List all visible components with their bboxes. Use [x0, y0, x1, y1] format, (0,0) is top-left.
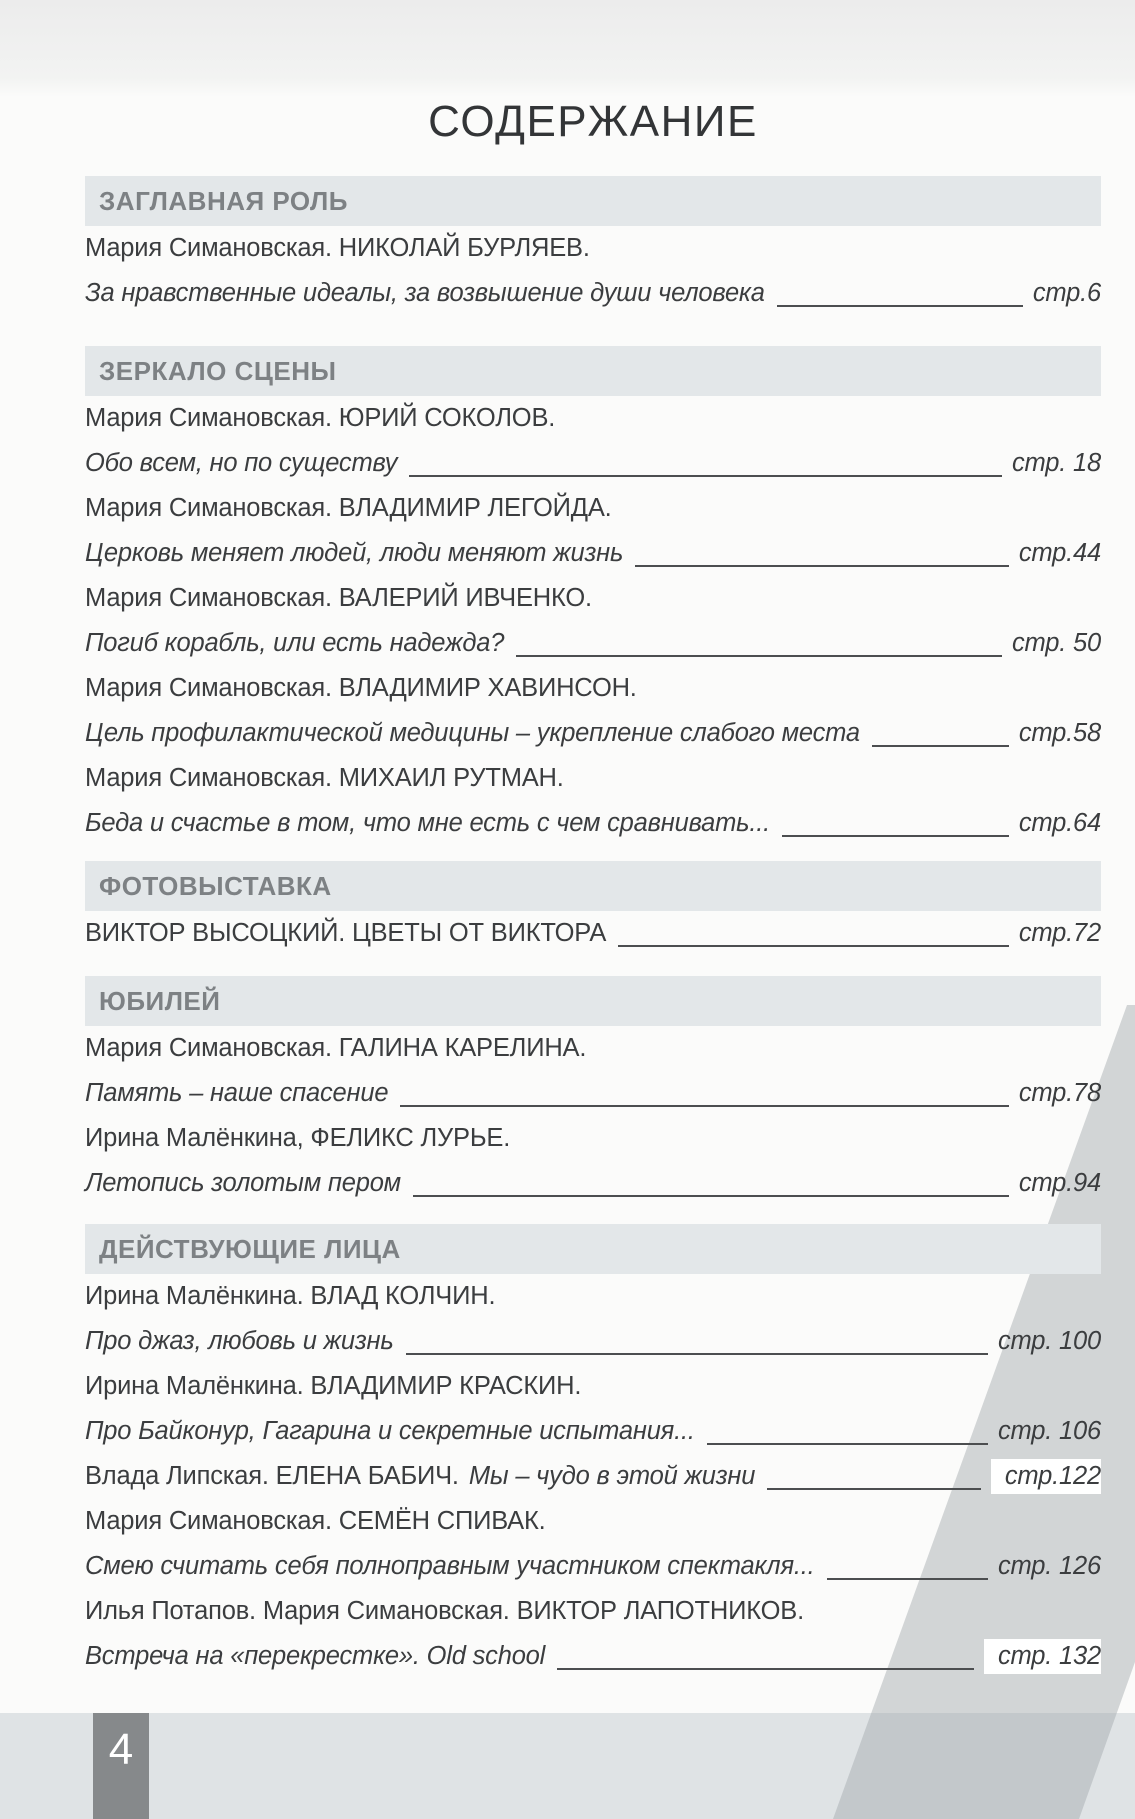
leader-line	[707, 1443, 988, 1445]
page-ref: стр.44	[1018, 539, 1101, 567]
page-ref: стр. 100	[997, 1327, 1101, 1355]
toc-entry-inline	[85, 911, 1101, 956]
toc-entry-title	[85, 1071, 1101, 1116]
page-ref: стр.72	[1018, 919, 1101, 947]
entry-title-text: Погиб корабль, или есть надежда?	[85, 629, 505, 657]
leader-line	[618, 945, 1009, 947]
section-header	[85, 176, 1101, 226]
leader-line	[413, 1195, 1009, 1197]
entry-title-text: Про Байконур, Гагарина и секретные испытания...	[85, 1417, 695, 1445]
page-ref: стр.122	[991, 1459, 1101, 1494]
toc-entry-title	[85, 621, 1101, 666]
entry-author-text: Мария Симановская. ВАЛЕРИЙ ИВЧЕНКО.	[85, 584, 592, 612]
page-ref: стр.78	[1018, 1079, 1101, 1107]
entry-author-text: Мария Симановская. НИКОЛАЙ БУРЛЯЕВ.	[85, 234, 590, 262]
entry-title-text: Беда и счастье в том, что мне есть с чем сравнивать...	[85, 809, 771, 837]
entry-inline-text: ВИКТОР ВЫСОЦКИЙ. ЦВЕТЫ ОТ ВИКТОРА	[85, 919, 607, 947]
toc-entry-author	[85, 396, 1101, 441]
leader-line	[400, 1105, 1009, 1107]
entry-title-text: Цель профилактической медицины – укрепление слабого места	[85, 719, 860, 747]
toc-entry-title	[85, 1319, 1101, 1364]
toc-entry-title	[85, 271, 1101, 316]
footer-band	[0, 1713, 1135, 1819]
page-ref: стр. 126	[997, 1552, 1101, 1580]
page-ref: стр.58	[1018, 719, 1101, 747]
leader-line	[557, 1668, 974, 1670]
leader-line	[635, 565, 1009, 567]
table-of-contents	[85, 0, 1101, 1679]
page-ref: стр. 132	[984, 1639, 1101, 1674]
toc-entry-author	[85, 1026, 1101, 1071]
section-label: ФОТОВЫСТАВКА	[99, 870, 332, 901]
toc-entry-title	[85, 1409, 1101, 1454]
toc-entry-title	[85, 1161, 1101, 1206]
entry-author-text: Мария Симановская. ЮРИЙ СОКОЛОВ.	[85, 404, 556, 432]
toc-entry-title	[85, 441, 1101, 486]
entry-title-text: Обо всем, но по существу	[85, 449, 398, 477]
entry-author-text: Влада Липская. ЕЛЕНА БАБИЧ.	[85, 1462, 459, 1490]
entry-author-text: Мария Симановская. МИХАИЛ РУТМАН.	[85, 764, 564, 792]
toc-entry-author	[85, 226, 1101, 271]
section-header	[85, 976, 1101, 1026]
entry-author-text: Мария Симановская. СЕМЁН СПИВАК.	[85, 1507, 546, 1535]
page-ref: стр. 106	[997, 1417, 1101, 1445]
leader-line	[777, 305, 1023, 307]
entry-author-text: Мария Симановская. ГАЛИНА КАРЕЛИНА.	[85, 1034, 587, 1062]
entry-title-text: За нравственные идеалы, за возвышение души человека	[85, 279, 765, 307]
leader-line	[406, 1353, 988, 1355]
entry-title-text: Церковь меняет людей, люди меняют жизнь	[85, 539, 624, 567]
leader-line	[516, 655, 1002, 657]
entry-title-text: Про джаз, любовь и жизнь	[85, 1327, 394, 1355]
section-label: ЮБИЛЕЙ	[99, 985, 221, 1016]
toc-entry-title	[85, 711, 1101, 756]
section-label: ДЕЙСТВУЮЩИЕ ЛИЦА	[99, 1233, 401, 1264]
toc-entry-author	[85, 666, 1101, 711]
entry-title-text: Память – наше спасение	[85, 1079, 389, 1107]
toc-entry-author	[85, 1274, 1101, 1319]
entry-author-text: Мария Симановская. ВЛАДИМИР ХАВИНСОН.	[85, 674, 637, 702]
page-ref: стр. 18	[1011, 449, 1101, 477]
toc-entry-title	[85, 1544, 1101, 1589]
toc-entry-author	[85, 1116, 1101, 1161]
section-header	[85, 861, 1101, 911]
toc-entry-combined	[85, 1454, 1101, 1499]
toc-entry-author	[85, 486, 1101, 531]
page-ref: стр.64	[1018, 809, 1101, 837]
page-number-box	[93, 1713, 149, 1819]
toc-entry-author	[85, 576, 1101, 621]
entry-title-text: Смею считать себя полноправным участником спектакля...	[85, 1552, 815, 1580]
toc-entry-author	[85, 1589, 1101, 1634]
toc-entry-title	[85, 1634, 1101, 1679]
page-ref: стр.94	[1018, 1169, 1101, 1197]
leader-line	[872, 745, 1009, 747]
page-ref: стр. 50	[1011, 629, 1101, 657]
section-label: ЗЕРКАЛО СЦЕНЫ	[99, 355, 337, 386]
toc-entry-title	[85, 531, 1101, 576]
entry-author-text: Ирина Малёнкина. ВЛАДИМИР КРАСКИН.	[85, 1372, 582, 1400]
page-ref: стр.6	[1032, 279, 1101, 307]
leader-line	[767, 1488, 981, 1490]
entry-author-text: Илья Потапов. Мария Симановская. ВИКТОР ЛАПОТНИКОВ.	[85, 1597, 804, 1625]
entry-title-text: Мы – чудо в этой жизни	[468, 1462, 756, 1490]
entry-author-text: Ирина Малёнкина, ФЕЛИКС ЛУРЬЕ.	[85, 1124, 511, 1152]
entry-author-text: Ирина Малёнкина. ВЛАД КОЛЧИН.	[85, 1282, 496, 1310]
section-label: ЗАГЛАВНАЯ РОЛЬ	[99, 185, 348, 216]
toc-entry-author	[85, 1364, 1101, 1409]
page-title: СОДЕРЖАНИЕ	[428, 97, 758, 146]
section-header	[85, 1224, 1101, 1274]
section-header	[85, 346, 1101, 396]
leader-line	[409, 475, 1002, 477]
leader-line	[782, 835, 1009, 837]
page-number: 4	[108, 1725, 134, 1774]
toc-entry-author	[85, 1499, 1101, 1544]
entry-title-text: Летопись золотым пером	[85, 1169, 401, 1197]
toc-entry-author	[85, 756, 1101, 801]
toc-entry-title	[85, 801, 1101, 846]
entry-title-text: Встреча на «перекрестке». Old school	[85, 1642, 546, 1670]
entry-author-text: Мария Симановская. ВЛАДИМИР ЛЕГОЙДА.	[85, 494, 612, 522]
leader-line	[827, 1578, 988, 1580]
